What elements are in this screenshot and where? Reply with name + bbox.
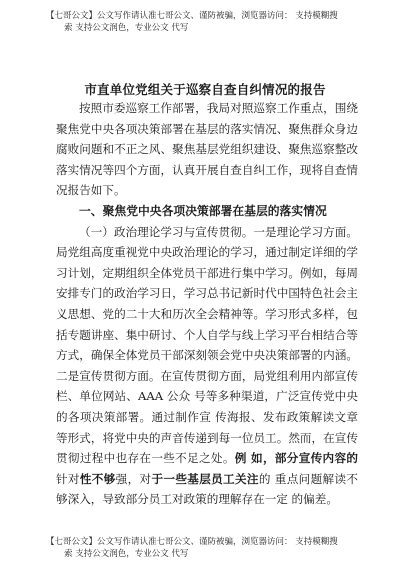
footer-watermark-banner [46, 536, 376, 560]
document-title: 市直单位党组关于巡察自查自纠情况的报告 [84, 82, 326, 97]
footer-banner-line1: 【七哥公文】公文写作请认准七哥公文、谨防被骗，浏览器访问： 支持模糊搜 [46, 537, 338, 547]
paragraph-text: 针对 [56, 471, 80, 486]
footer-banner-line2: 索 支持公文润色，专业公文 代写 [64, 549, 189, 559]
section-heading: 一、聚焦党中央各项决策部署在基层的落实情况 [79, 203, 327, 218]
header-banner-line1: 【七哥公文】公文写作请认准七哥公文、谨防被骗，浏览器访问： 支持模糊搜 [46, 11, 338, 21]
header-banner-line2: 索 支持公文润色，专业公文 代写 [64, 23, 189, 33]
header-watermark-banner [46, 10, 376, 34]
emphasis-text: 例 如，部分宣传内容的 [234, 451, 358, 466]
paragraph-text: （一）政治理论学习与宣传贯彻。一是理论学习方面。局党组高度重视党中央政治理论的学习，通过制定详细的学习计划，定期组织全体党员干部进行集中学习。例如，每周安排专门的政治学习日，学习总书记新时代中国特色社会主义思想、党的二十大和历次全会精神等。学习形式多样，包括专题讲座、集中研讨、个人自学与线上学习平台相结合等方式，确保全体党员干部深刻领会党中央决策部署的内涵。二是宣传贯彻方面。在宣传贯彻方面，局党组利用内部宣传栏、单位网站、AAA 公众 号等多种渠道，广泛宣传党中央的各项决策部署。通过制作宣 传海报、发布政策解读文章等形式，将党中央的声音传递到每一位员工。然而，在宣传贯彻过程中也存在一些不足之处。 [56, 224, 358, 466]
intro-paragraph: 按照市委巡察工作部署，我局对照巡察工作重点，围绕聚焦党中央各项决策部署在基层的落实情况、聚焦群众身边腐败问题和不正之风、聚焦基层党组织建设、聚焦巡察整改落实情况等四个方面，认真开展自查自纠工作，现将自查情况报告如下。 [56, 101, 358, 198]
paragraph-text: 的 重点问题解读不够深入，导致部分员工对政策的理解存在一定 的偏差。 [56, 471, 358, 507]
emphasis-text: 于一些基层员工关注 [151, 471, 259, 486]
document-body [56, 98, 358, 510]
emphasis-text: 性不够 [79, 471, 116, 486]
body-paragraph [56, 222, 358, 510]
paragraph-text: 强，对 [115, 471, 152, 486]
